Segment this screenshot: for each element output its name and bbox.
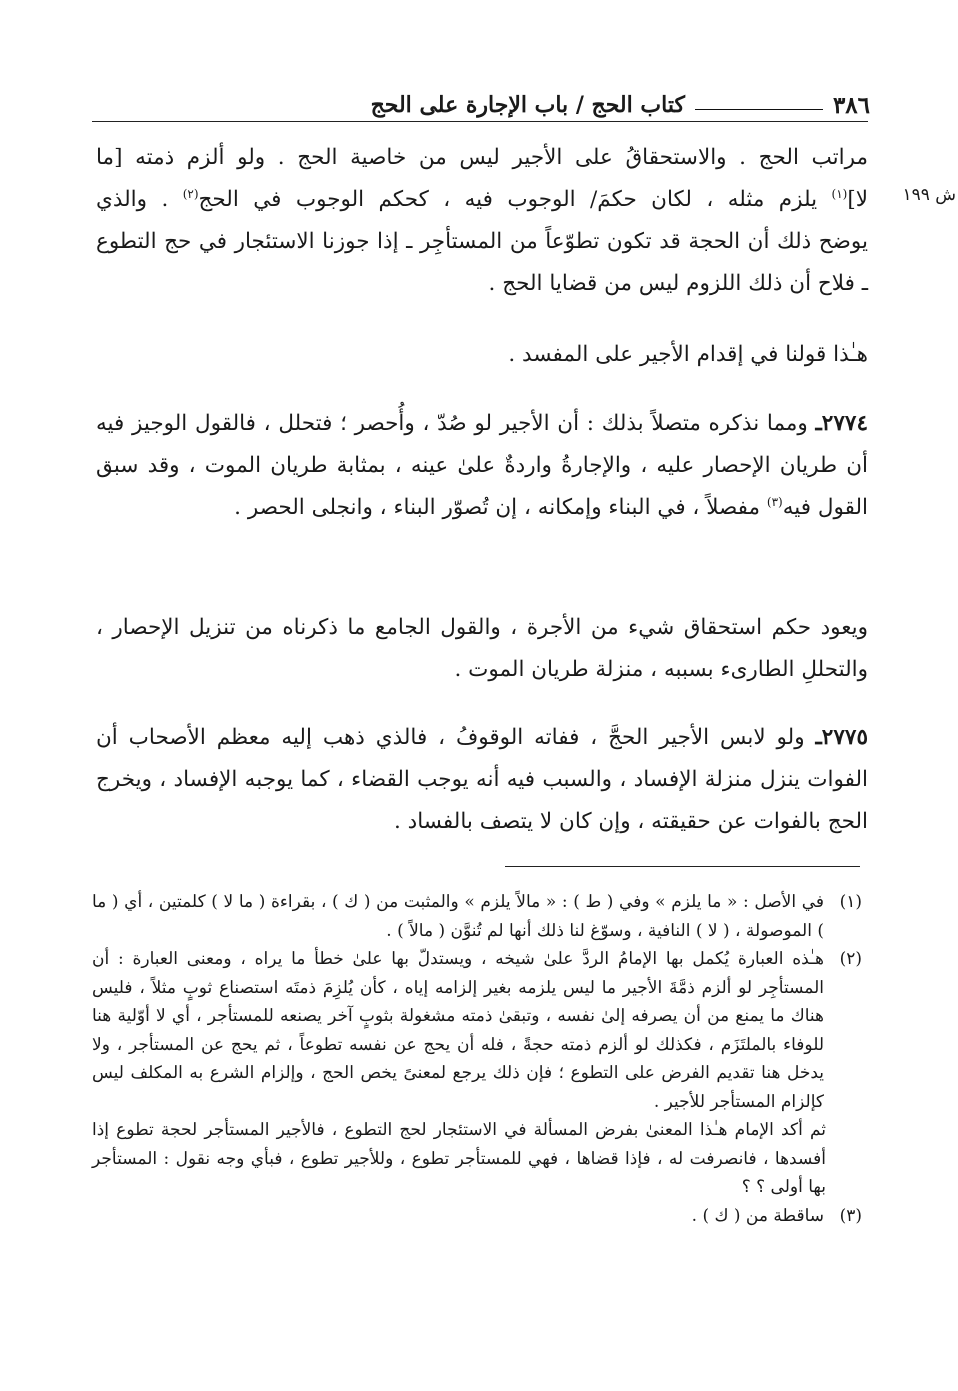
text-run: مفصلاً ، في البناء وإمكانه ، إن تُصوّر البناء ، وانجلى الحصر . (234, 495, 767, 520)
paragraph-2 (96, 334, 868, 376)
paragraph-2-text: هـٰذا قولنا في إقدام الأجير على المفسد . (508, 342, 868, 367)
footnote-2 (92, 945, 864, 1116)
paragraph-1-line-2 (96, 179, 868, 221)
footnote-text: ساقطة من ( ك ) . (691, 1205, 824, 1226)
paragraph-1-rest: يوضح ذلك أن الحجة قد تكون تطوّعاً من المستأجِر ـ إذا جوزنا الاستئجار في حج التطوع ـ فلاح أن ذلك اللزوم ليس من قضايا الحج . (96, 229, 868, 296)
text-run: يلزم مثله ، لكان حكمَ/ الوجوب فيه ، كحكم الوجوب في الحج (198, 187, 832, 212)
paragraph-4-text: ويعود حكم استحقاق شيء من الأجرة ، والقول الجامع ما ذكرناه من تنزيل الإحصار ، والتحللِ الطارىء بسببه ، منزلة طريان الموت . (96, 615, 868, 682)
footnote-number: (٢) (839, 949, 862, 969)
footnote-3 (92, 1202, 864, 1231)
text-run: ومما نذكره متصلاً بذلك : أن الأجير لو صُدّ ، وأُحصر ؛ فتحلل ، فالقول الوجيز فيه أن طريان الإحصار عليه ، والإجارةُ واردةٌ علىٰ عينه ، بمثابة طريان الموت ، وقد سبق القول فيه (96, 411, 868, 520)
paragraph-3 (96, 403, 868, 529)
paragraph-5-text (96, 717, 868, 843)
section-number-2775: ٢٧٧٥ـ (815, 725, 868, 750)
footnote-ref-2[interactable]: (٢) (182, 186, 199, 201)
footnote-number: (١) (839, 892, 862, 912)
chapter-title: كتاب الحج / باب الإجارة على الحج (370, 92, 685, 118)
footnotes (92, 888, 864, 1230)
paragraph-5 (96, 717, 868, 843)
paragraph-4 (96, 607, 868, 691)
text-run: . والذي (96, 187, 183, 212)
page-number: ٣٨٦ (832, 91, 870, 119)
paragraph-1-line-1: مراتب الحج . والاستحقاقُ على الأجير ليس من خاصية الحج . ولو ألزم ذمته [ما (96, 145, 868, 170)
footnote-separator (505, 866, 860, 867)
footnote-text: هـٰذه العبارة يُكمل بها الإمامُ الردَّ علىٰ شيخه ، ويستدلّ بها علىٰ خطأ ما يراه ، ومعنى العبارة : أن المستأجِر لو ألزم ذمَّةَ الأجير ما ليس يلزمه بغير إلزامه إياه ، كأن يُلزِمَ ذمتَه استصناع ثوبٍ مثلاً ، فليس هناك ما يمنع من أن يصرفه إلىٰ نفسه ، وتبقىٰ ذمته مشغولة بثوبٍ آخر يصنعه للمستأجر ، أي لا أوّلية هنا للوفاء بالملتَزَم ، فكذلك لو ألزم ذمته حجةً ، فله أن يحج عن نفسه تطوعاً ، ثم يحج عن المستأجر ، ولا يدخل هنا تقديم الفرض على التطوع ؛ فإن ذلك يرجع لمعنىً يخص الحج ، وإلزام الشرع به المكلف ليس كإلزام المستأجر للأجير . (92, 949, 824, 1112)
footnote-ref-1[interactable]: (١) (831, 186, 848, 201)
section-number-2774: ٢٧٧٤ـ (815, 411, 868, 436)
footnote-text: في الأصل : « ما يلزم » وفي ( ط ) : « مالاً يلزم » والمثبت من ( ك ) ، بقراءة ( ما لا ) كلمتين ، أي ( ما ) الموصولة ، ( لا ) النافية ، وسوّغ لنا ذلك أنها لم تُنوَّن ( مالاً ) . (92, 892, 824, 941)
footnote-ref-3[interactable]: (٣) (766, 494, 783, 509)
paragraph-3-text (96, 403, 868, 529)
header-dash-line (695, 109, 823, 110)
text-run: لا] (847, 187, 868, 212)
running-header (90, 88, 870, 122)
footnote-number: (٣) (839, 1205, 862, 1226)
footnote-2-continuation: ثم أكد الإمام هـٰذا المعنىٰ بفرض المسألة في الاستئجار لحج التطوع ، فالأجير المستأجر لحجة تطوع إذا أفسدها ، فانصرفت له ، فإذا قضاها ، فهي للمستأجر تطوع ، وللأجير تطوع ، فبأي وجه نقول : المستأجر بها أولى ؟ ؟ (92, 1120, 826, 1197)
text-run: ولو لابس الأجير الحجَّ ، ففاته الوقوفُ ، فالذي ذهب إليه معظم الأصحاب أن الفوات ينزل منزلة الإفساد ، والسبب فيه أنه يوجب القضاء ، كما يوجبه الإفساد ، ويخرج الحج بالفوات عن حقيقته ، وإن كان لا يتصف بالفساد . (96, 725, 868, 834)
footnote-1 (92, 888, 864, 945)
margin-folio-note: ش ١٩٩ (902, 185, 956, 205)
header-rule (92, 121, 868, 122)
paragraph-1 (96, 137, 868, 305)
